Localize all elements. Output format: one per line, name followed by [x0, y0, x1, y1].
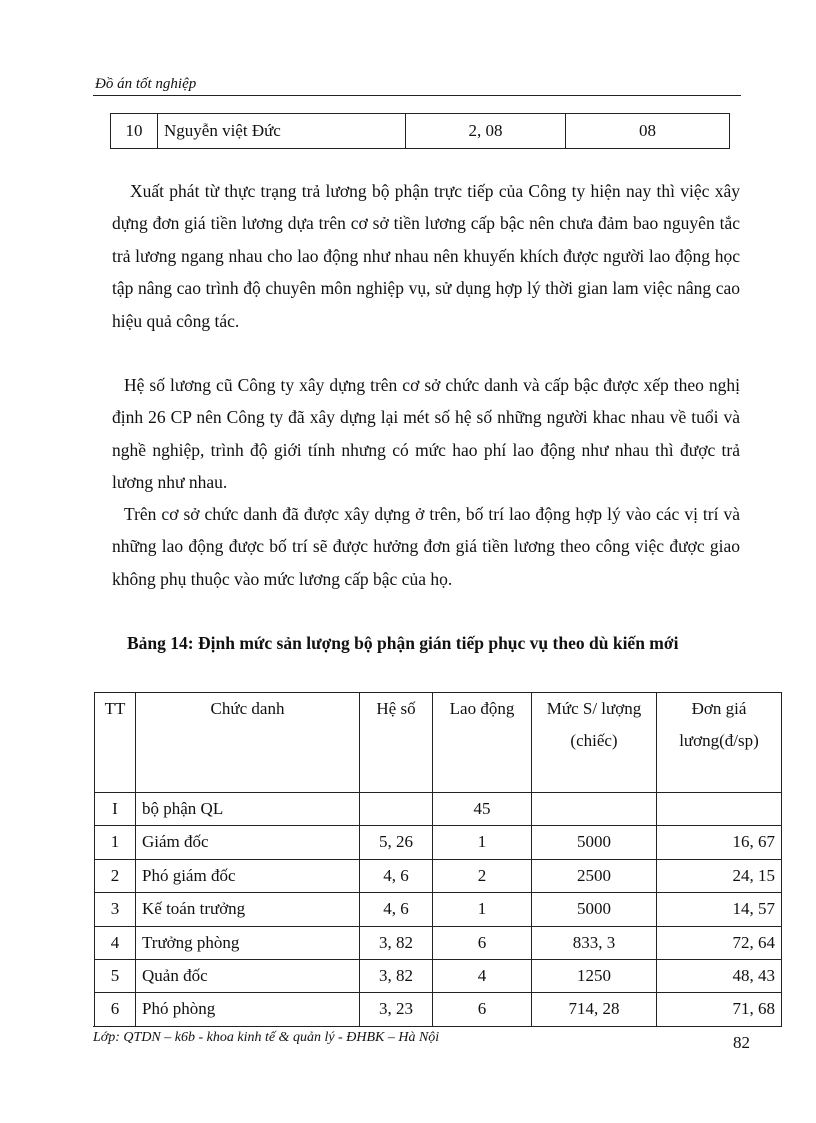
table-row — [95, 993, 782, 1026]
cell-output-norm: 5000 — [532, 893, 657, 926]
cell-labor: 4 — [433, 960, 532, 993]
cell-unit-wage: 16, 67 — [657, 826, 782, 859]
cell-output-norm: 714, 28 — [532, 993, 657, 1026]
cell-position: Phó phòng — [136, 993, 360, 1026]
cell-tt: I — [95, 793, 136, 826]
cell-labor: 6 — [433, 993, 532, 1026]
cell-unit-wage — [657, 793, 782, 826]
table-row — [95, 826, 782, 859]
paragraph-2: Hệ số lương cũ Công ty xây dựng trên cơ sở chức danh và cấp bậc được xếp theo nghị định 26 CP nên Công ty đã xây dựng lại mét số hệ số những người khac nhau về tuổi và nghề nghiệp, trình độ giới tính nhưng có mức hao phí lao động như nhau thì được trả lương như nhau. — [112, 375, 740, 493]
cell-position: Giám đốc — [136, 826, 360, 859]
cell-tt: 3 — [95, 893, 136, 926]
paragraph-1: Xuất phát từ thực trạng trả lương bộ phận trực tiếp của Công ty hiện nay thì việc xây dựng đơn giá tiền lương dựa trên cơ sở tiền lương cấp bậc nên chưa đảm bao nguyên tắc trả lương ngang nhau cho lao động như nhau nên khuyến khích được người lao động học tập nâng cao trình độ chuyên môn nghiệp vụ, sử dụng hợp lý thời gian lam việc nâng cao hiệu quả công tác. — [112, 181, 740, 331]
header-labor: Lao động — [433, 693, 532, 793]
cell-output-norm: 5000 — [532, 826, 657, 859]
table-row — [95, 960, 782, 993]
cell-unit-wage: 72, 64 — [657, 926, 782, 959]
cell-coefficient — [360, 793, 433, 826]
cell-coefficient: 3, 82 — [360, 926, 433, 959]
cell-tt: 6 — [95, 993, 136, 1026]
table-row — [95, 793, 782, 826]
cell-coefficient: 4, 6 — [360, 859, 433, 892]
table-row — [95, 926, 782, 959]
cell-coefficient: 4, 6 — [360, 893, 433, 926]
cell-position: Kế toán trưởng — [136, 893, 360, 926]
table-cell-coefficient: 2, 08 — [406, 114, 566, 149]
header-unit-wage: Đơn giá lương(đ/sp) — [657, 693, 782, 793]
header-tt: TT — [95, 693, 136, 793]
table-cell-name: Nguyễn việt Đức — [158, 114, 406, 149]
cell-labor: 6 — [433, 926, 532, 959]
header-output-norm: Mức S/ lượng (chiếc) — [532, 693, 657, 793]
cell-unit-wage: 24, 15 — [657, 859, 782, 892]
cell-unit-wage: 14, 57 — [657, 893, 782, 926]
cell-tt: 5 — [95, 960, 136, 993]
cell-position: Quản đốc — [136, 960, 360, 993]
cell-tt: 1 — [95, 826, 136, 859]
table-row — [111, 114, 730, 149]
table-row — [95, 893, 782, 926]
cell-unit-wage: 48, 43 — [657, 960, 782, 993]
table-row — [95, 859, 782, 892]
cell-coefficient: 3, 23 — [360, 993, 433, 1026]
cell-labor: 2 — [433, 859, 532, 892]
table-caption: Bảng 14: Định mức sản lượng bộ phận gián tiếp phục vụ theo dù kiến mới — [127, 633, 679, 653]
page-number: 82 — [733, 1033, 750, 1052]
continued-table — [110, 113, 730, 149]
cell-tt: 4 — [95, 926, 136, 959]
cell-labor: 45 — [433, 793, 532, 826]
cell-position: Phó giám đốc — [136, 859, 360, 892]
header-coefficient: Hệ số — [360, 693, 433, 793]
cell-labor: 1 — [433, 893, 532, 926]
paragraph-3: Trên cơ sở chức danh đã được xây dựng ở trên, bố trí lao động hợp lý vào các vị trí và những lao động được bố trí sẽ được hưởng đơn giá tiền lương theo công việc được giao không phụ thuộc vào mức lương cấp bậc của họ. — [112, 504, 740, 589]
table-14 — [94, 692, 782, 1027]
header-position: Chức danh — [136, 693, 360, 793]
cell-coefficient: 5, 26 — [360, 826, 433, 859]
document-header-title: Đồ án tốt nghiệp — [95, 76, 197, 92]
table-cell-tt: 10 — [111, 114, 158, 149]
cell-unit-wage: 71, 68 — [657, 993, 782, 1026]
cell-coefficient: 3, 82 — [360, 960, 433, 993]
cell-position: bộ phận QL — [136, 793, 360, 826]
cell-tt: 2 — [95, 859, 136, 892]
table-header-row — [95, 693, 782, 793]
cell-position: Trưởng phòng — [136, 926, 360, 959]
cell-output-norm — [532, 793, 657, 826]
footer-divider — [93, 1026, 717, 1027]
footer-class-info: Lớp: QTDN – k6b - khoa kinh tế & quản lý - ĐHBK – Hà Nội — [93, 1030, 440, 1045]
cell-output-norm: 833, 3 — [532, 926, 657, 959]
table-cell-value: 08 — [566, 114, 730, 149]
header-divider — [93, 95, 741, 96]
cell-output-norm: 1250 — [532, 960, 657, 993]
cell-output-norm: 2500 — [532, 859, 657, 892]
cell-labor: 1 — [433, 826, 532, 859]
